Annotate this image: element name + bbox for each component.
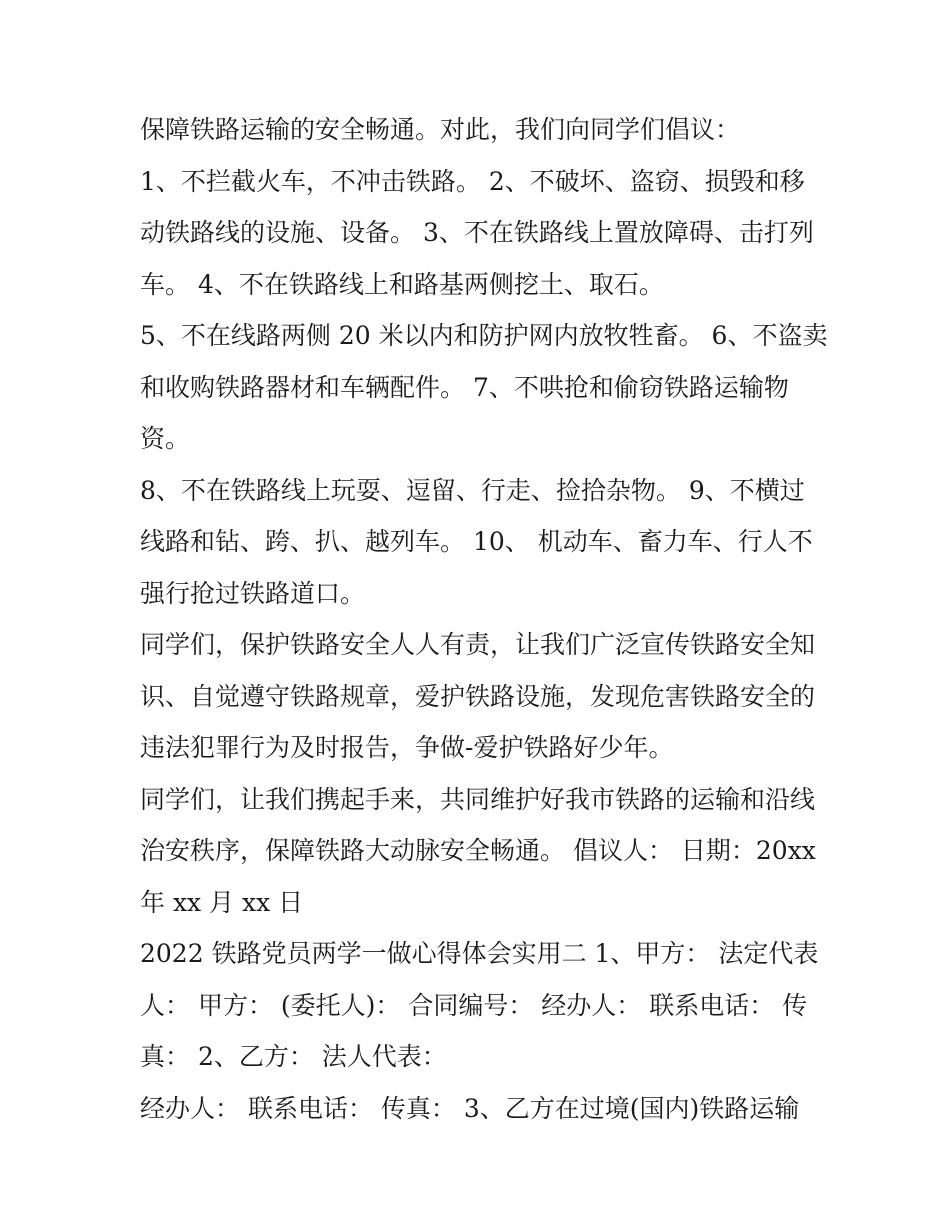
text-line: 和收购铁路器材和车辆配件。 7、不哄抢和偷窃铁路运输物 <box>140 372 789 402</box>
text-line: 动铁路线的设施、设备。 3、不在铁路线上置放障碍、击打列 <box>140 218 814 247</box>
text-line: 2022 铁路党员两学一做心得体会实用二 1、甲方： 法定代表 <box>140 939 819 968</box>
text-line: 强行抢过铁路道口。 <box>140 578 366 608</box>
text-line: 识、自觉遵守铁路规章，爱护铁路设施，发现危害铁路安全的 <box>140 681 816 711</box>
text-line: 车。 4、不在铁路线上和路基两侧挖土、取石。 <box>140 269 664 299</box>
text-line: 治安秩序，保障铁路大动脉安全畅通。 倡议人： 日期：20xx <box>140 836 816 865</box>
text-line: 保障铁路运输的安全畅通。对此，我们向同学们倡议： <box>140 115 741 144</box>
text-line: 违法犯罪行为及时报告，争做-爱护铁路好少年。 <box>140 733 674 762</box>
text-line: 真： 2、乙方： 法人代表： <box>140 1042 447 1071</box>
text-line: 5、不在线路两侧 20 米以内和防护网内放牧牲畜。 6、不盗卖 <box>140 321 828 350</box>
text-line: 同学们，保护铁路安全人人有责，让我们广泛宣传铁路安全知 <box>140 630 816 659</box>
text-line: 同学们，让我们携起手来，共同维护好我市铁路的运输和沿线 <box>140 784 816 814</box>
document-body <box>140 104 828 1134</box>
text-line: 线路和钻、跨、扒、越列车。 10、 机动车、畜力车、行人不 <box>140 527 813 556</box>
text-line: 年 xx 月 xx 日 <box>140 887 304 917</box>
text-line: 人： 甲方： (委托人)： 合同编号： 经办人： 联系电话： 传 <box>140 990 808 1020</box>
text-line: 1、不拦截火车，不冲击铁路。 2、不破坏、盗窃、损毁和移 <box>140 166 805 196</box>
text-line: 资。 <box>140 424 191 453</box>
text-line: 经办人： 联系电话： 传真： 3、乙方在过境(国内)铁路运输 <box>140 1093 800 1123</box>
text-line: 8、不在铁路线上玩耍、逗留、行走、捡拾杂物。 9、不横过 <box>140 475 805 505</box>
